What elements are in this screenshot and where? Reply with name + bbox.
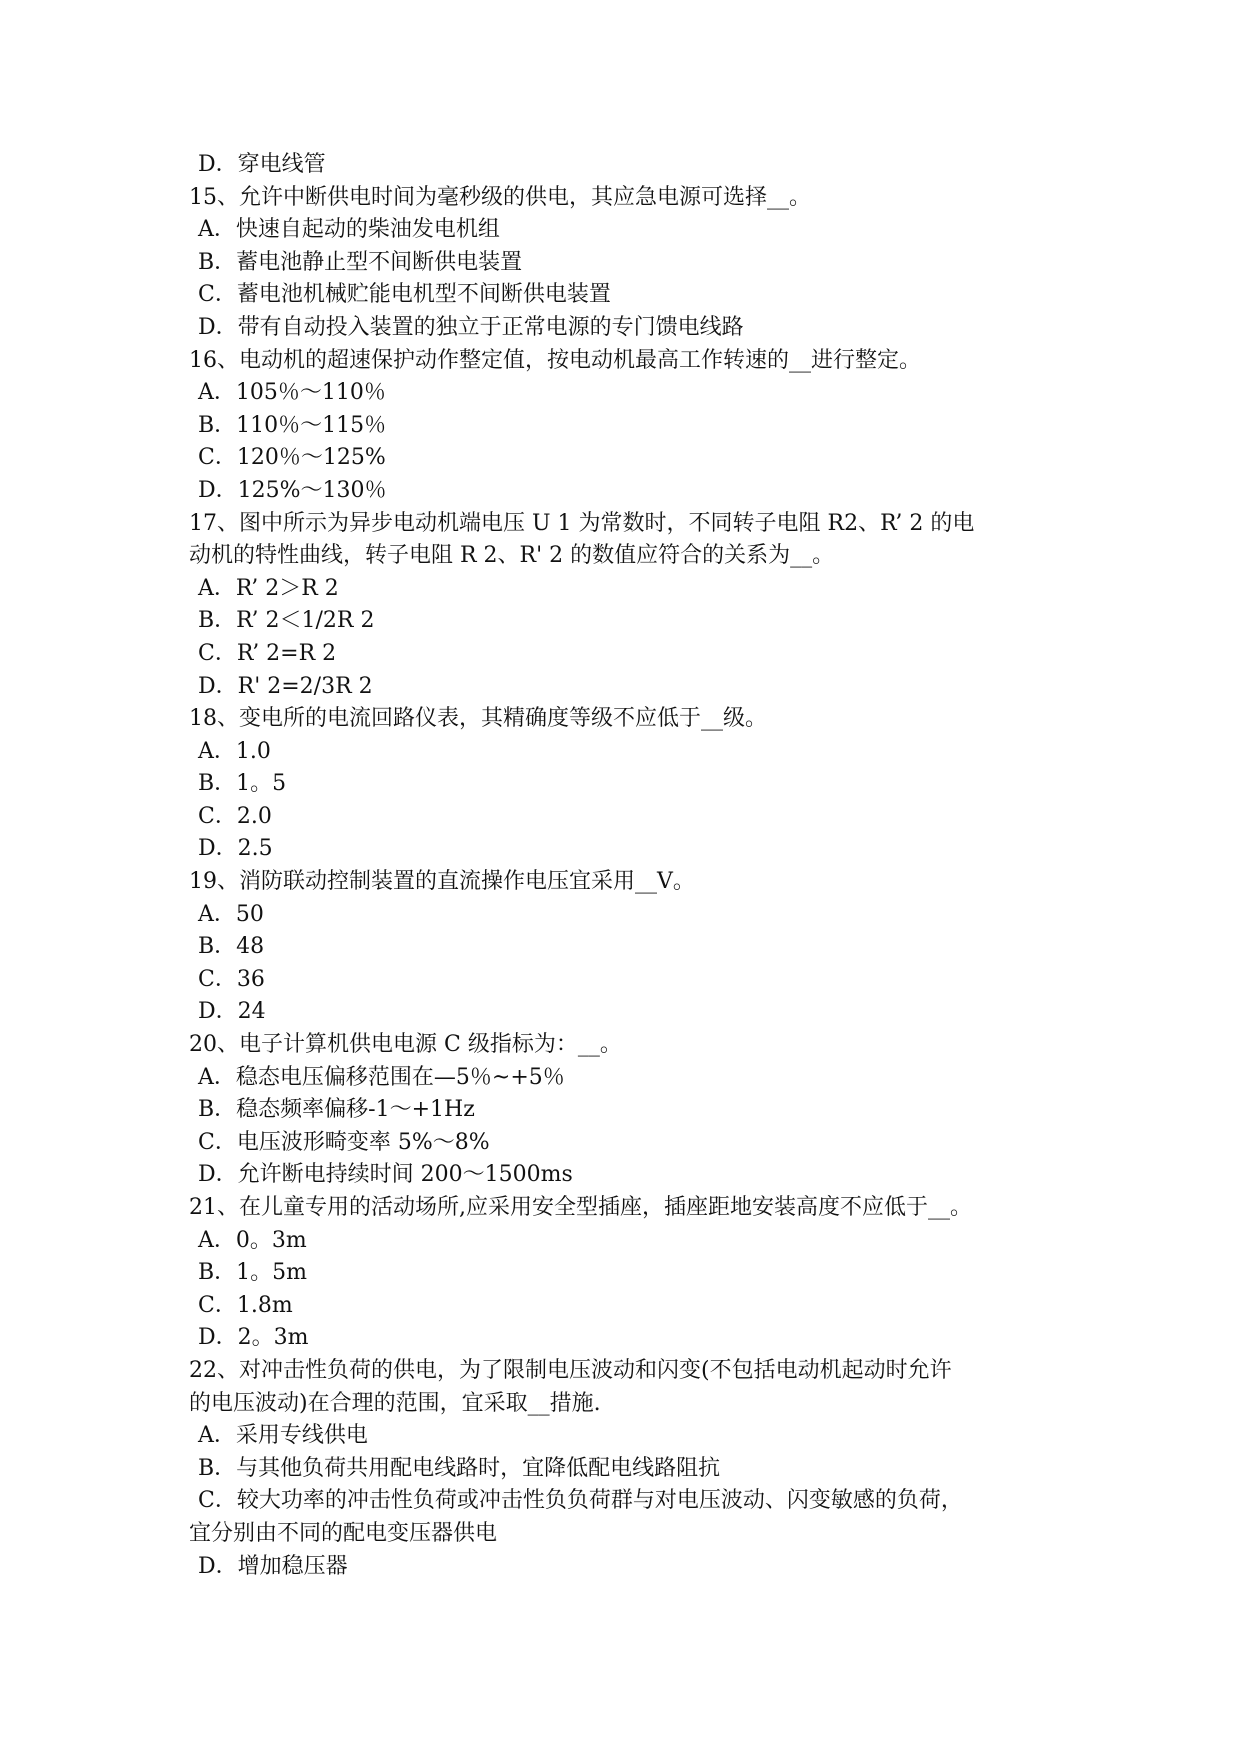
answer-option: B．1。5m [198,1260,308,1286]
answer-option: B．稳态频率偏移-1～+1Hz [198,1097,475,1123]
question-text: 19、消防联动控制装置的直流操作电压宜采用__V。 [189,869,695,895]
answer-option: D．带有自动投入装置的独立于正常电源的专门馈电线路 [198,314,744,340]
answer-option: A．105％～110％ [198,380,386,406]
question-text: 17、图中所示为异步电动机端电压 U 1 为常数时，不同转子电阻 R2、R’ 2 的电 [189,510,975,536]
answer-option: C．1.8m [198,1292,293,1318]
question-text-continued: 宜分别由不同的配电变压器供电 [189,1520,498,1546]
question-text: 21、在儿童专用的活动场所,应采用安全型插座，插座距地安装高度不应低于__。 [189,1195,972,1220]
answer-option: A．采用专线供电 [198,1423,368,1449]
question-text-continued: 动机的特性曲线，转子电阻 R 2、R' 2 的数值应符合的关系为__。 [189,543,835,569]
question-text: 15、允许中断供电时间为毫秒级的供电，其应急电源可选择__。 [189,184,811,210]
answer-option: B．蓄电池静止型不间断供电装置 [198,249,523,275]
answer-option: C．120％～125% [198,445,386,471]
answer-option: A．快速自起动的柴油发电机组 [198,217,500,243]
answer-option: D．R' 2=2/3R 2 [198,673,373,699]
answer-option: A．稳态电压偏移范围在—5％~+5％ [198,1064,565,1090]
answer-option: C．36 [198,966,265,992]
answer-option: A．0。3m [198,1227,307,1253]
answer-option: D．穿电线管 [198,152,326,177]
answer-option: B．110％～115％ [198,412,387,438]
answer-option: D．2。3m [198,1325,309,1351]
answer-option: A．R’ 2＞R 2 [198,575,339,601]
answer-option: D．增加稳压器 [198,1553,348,1579]
answer-option: B．与其他负荷共用配电线路时，宜降低配电线路阻抗 [198,1455,721,1481]
answer-option: B．1。5 [198,771,287,797]
question-text: 18、变电所的电流回路仪表，其精确度等级不应低于__级。 [189,706,767,732]
answer-option: A．1.0 [198,738,271,764]
question-text-continued: 的电压波动)在合理的范围，宜采取__措施. [189,1390,601,1416]
answer-option: C．较大功率的冲击性负荷或冲击性负负荷群与对电压波动、闪变敏感的负荷， [198,1488,963,1514]
answer-option: C．2.0 [198,803,272,829]
document-body [189,149,1069,1583]
answer-option: C．R’ 2=R 2 [198,640,337,666]
answer-option: D．2.5 [198,836,273,862]
answer-option: D．24 [198,999,266,1025]
answer-option: C．电压波形畸变率 5%～8% [198,1129,490,1155]
answer-option: A．50 [198,901,264,927]
answer-option: B．R’ 2＜1/2R 2 [198,608,375,634]
answer-option: C．蓄电池机械贮能电机型不间断供电装置 [198,282,611,308]
answer-option: B．48 [198,934,265,960]
question-text: 20、电子计算机供电电源 C 级指标为：__。 [189,1032,622,1058]
question-text: 16、电动机的超速保护动作整定值，按电动机最高工作转速的__进行整定。 [189,347,921,373]
answer-option: D．125%～130％ [198,477,387,503]
question-text: 22、对冲击性负荷的供电，为了限制电压波动和闪变(不包括电动机起动时允许 [189,1357,952,1383]
answer-option: D．允许断电持续时间 200～1500ms [198,1162,573,1188]
